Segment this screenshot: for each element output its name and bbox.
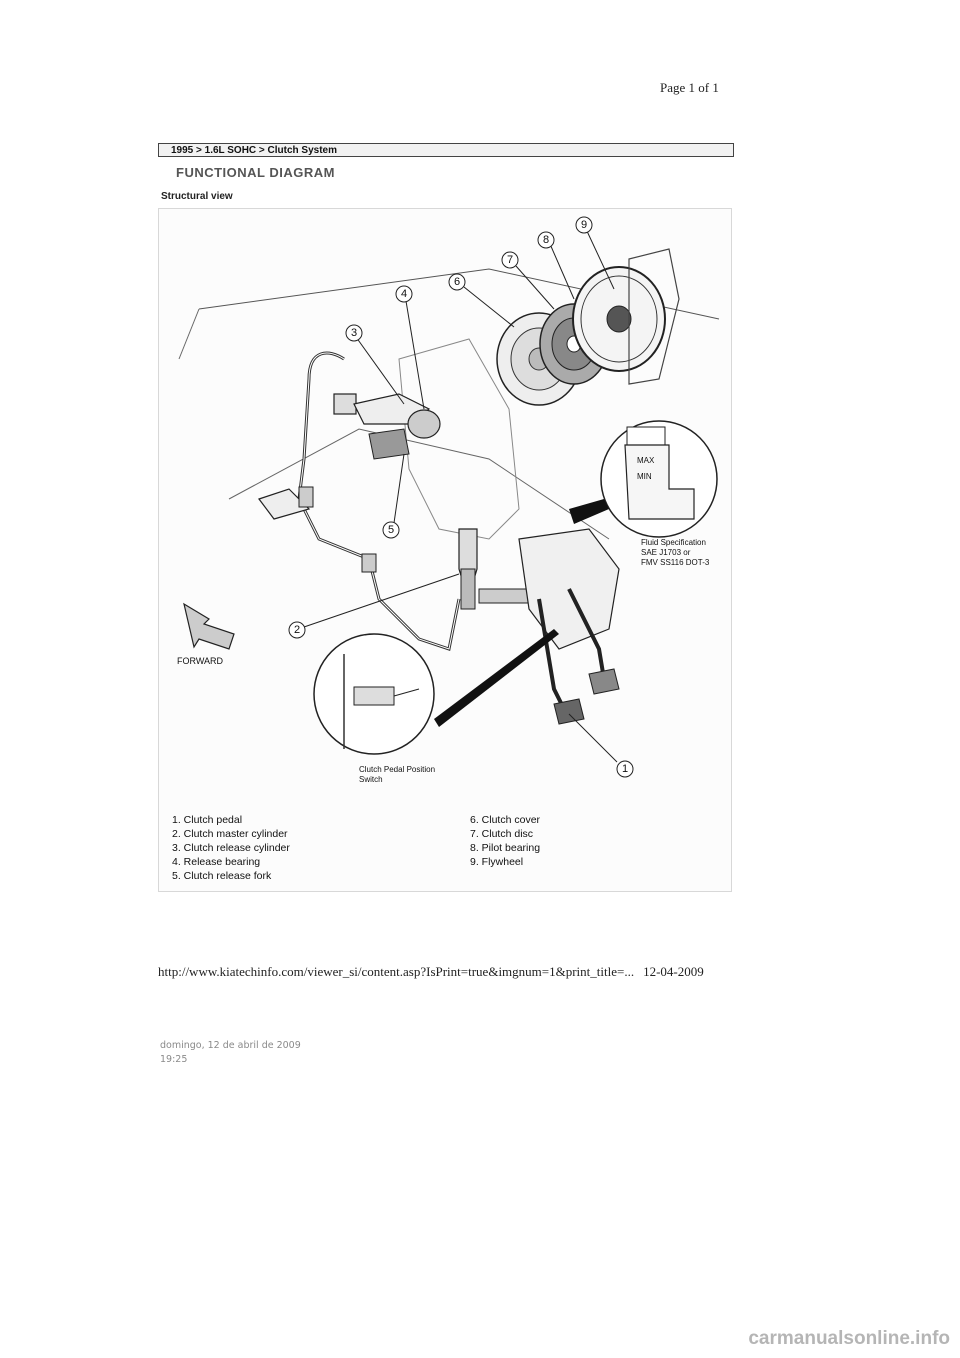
legend-item: 2. Clutch master cylinder: [172, 828, 288, 840]
print-timestamp: [160, 1039, 301, 1067]
flywheel-part: [573, 267, 665, 371]
panel-edge: [179, 309, 199, 359]
parts-legend-right: [470, 813, 540, 869]
clutch-switch-inset: [314, 634, 434, 754]
page-footer: [158, 964, 704, 980]
forward-arrow-icon: [184, 604, 234, 649]
diagram-illustration: [159, 209, 731, 891]
hydraulic-line-highlight: [299, 353, 459, 649]
callout-1: [617, 761, 633, 777]
watermark: carmanualsonline.info: [748, 1328, 950, 1349]
clutch-system-diagram: [158, 208, 732, 892]
fluid-reservoir-inset: [601, 421, 717, 537]
fluid-spec-line3: FMV SS116 DOT-3: [641, 558, 710, 567]
legend-item: 7. Clutch disc: [470, 828, 534, 840]
switch-label-line2: Switch: [359, 775, 383, 784]
callout-7: [502, 252, 518, 268]
callout-2: [289, 622, 305, 638]
svg-text:8: 8: [542, 234, 550, 246]
legend-item: 6. Clutch cover: [470, 814, 541, 826]
callout-8: [538, 232, 554, 248]
svg-text:6: 6: [453, 276, 461, 288]
print-time: 19:25: [160, 1054, 188, 1065]
breadcrumb: 1995 > 1.6L SOHC > Clutch System: [158, 143, 734, 157]
svg-text:2: 2: [293, 624, 301, 636]
fluid-spec-line2: SAE J1703 or: [641, 548, 691, 557]
legend-item: 1. Clutch pedal: [172, 814, 243, 826]
footer-date: 12-04-2009: [643, 964, 704, 979]
legend-item: 5. Clutch release fork: [172, 870, 272, 882]
svg-text:7: 7: [506, 254, 514, 266]
callout-9: [576, 217, 592, 233]
parts-legend-left: [172, 813, 290, 883]
inset-pointer-wedge: [569, 499, 609, 524]
section-subtitle: Structural view: [161, 191, 233, 202]
callout-4: [396, 286, 412, 302]
callout-6: [449, 274, 465, 290]
reservoir-max-label: MAX: [637, 456, 655, 465]
svg-text:1: 1: [621, 763, 629, 775]
svg-text:5: 5: [387, 524, 395, 536]
callout-5: [383, 522, 399, 538]
pedal-assembly: [519, 529, 619, 724]
legend-item: 8. Pilot bearing: [470, 842, 541, 854]
release-cylinder-assembly: [334, 394, 440, 459]
legend-item: 3. Clutch release cylinder: [172, 842, 290, 854]
svg-text:3: 3: [350, 327, 358, 339]
switch-pointer-wedge: [434, 629, 559, 727]
line-clamp: [362, 554, 376, 572]
svg-text:4: 4: [400, 288, 408, 300]
fluid-spec-line1: Fluid Specification: [641, 538, 706, 547]
page-title: FUNCTIONAL DIAGRAM: [176, 165, 335, 180]
switch-label-line1: Clutch Pedal Position: [359, 765, 436, 774]
line-clamp: [299, 487, 313, 507]
page-number: Page 1 of 1: [660, 80, 719, 95]
callout-3: [346, 325, 362, 341]
legend-item: 9. Flywheel: [470, 856, 524, 868]
hydraulic-line: [299, 353, 459, 649]
svg-text:9: 9: [580, 219, 588, 231]
forward-label: FORWARD: [177, 656, 223, 666]
print-date: domingo, 12 de abril de 2009: [160, 1040, 301, 1051]
bulkhead-line: [229, 429, 609, 539]
reservoir-min-label: MIN: [637, 472, 652, 481]
source-url: http://www.kiatechinfo.com/viewer_si/content.asp?IsPrint=true&imgnum=1&print_title=...: [158, 964, 635, 979]
legend-item: 4. Release bearing: [172, 856, 261, 868]
